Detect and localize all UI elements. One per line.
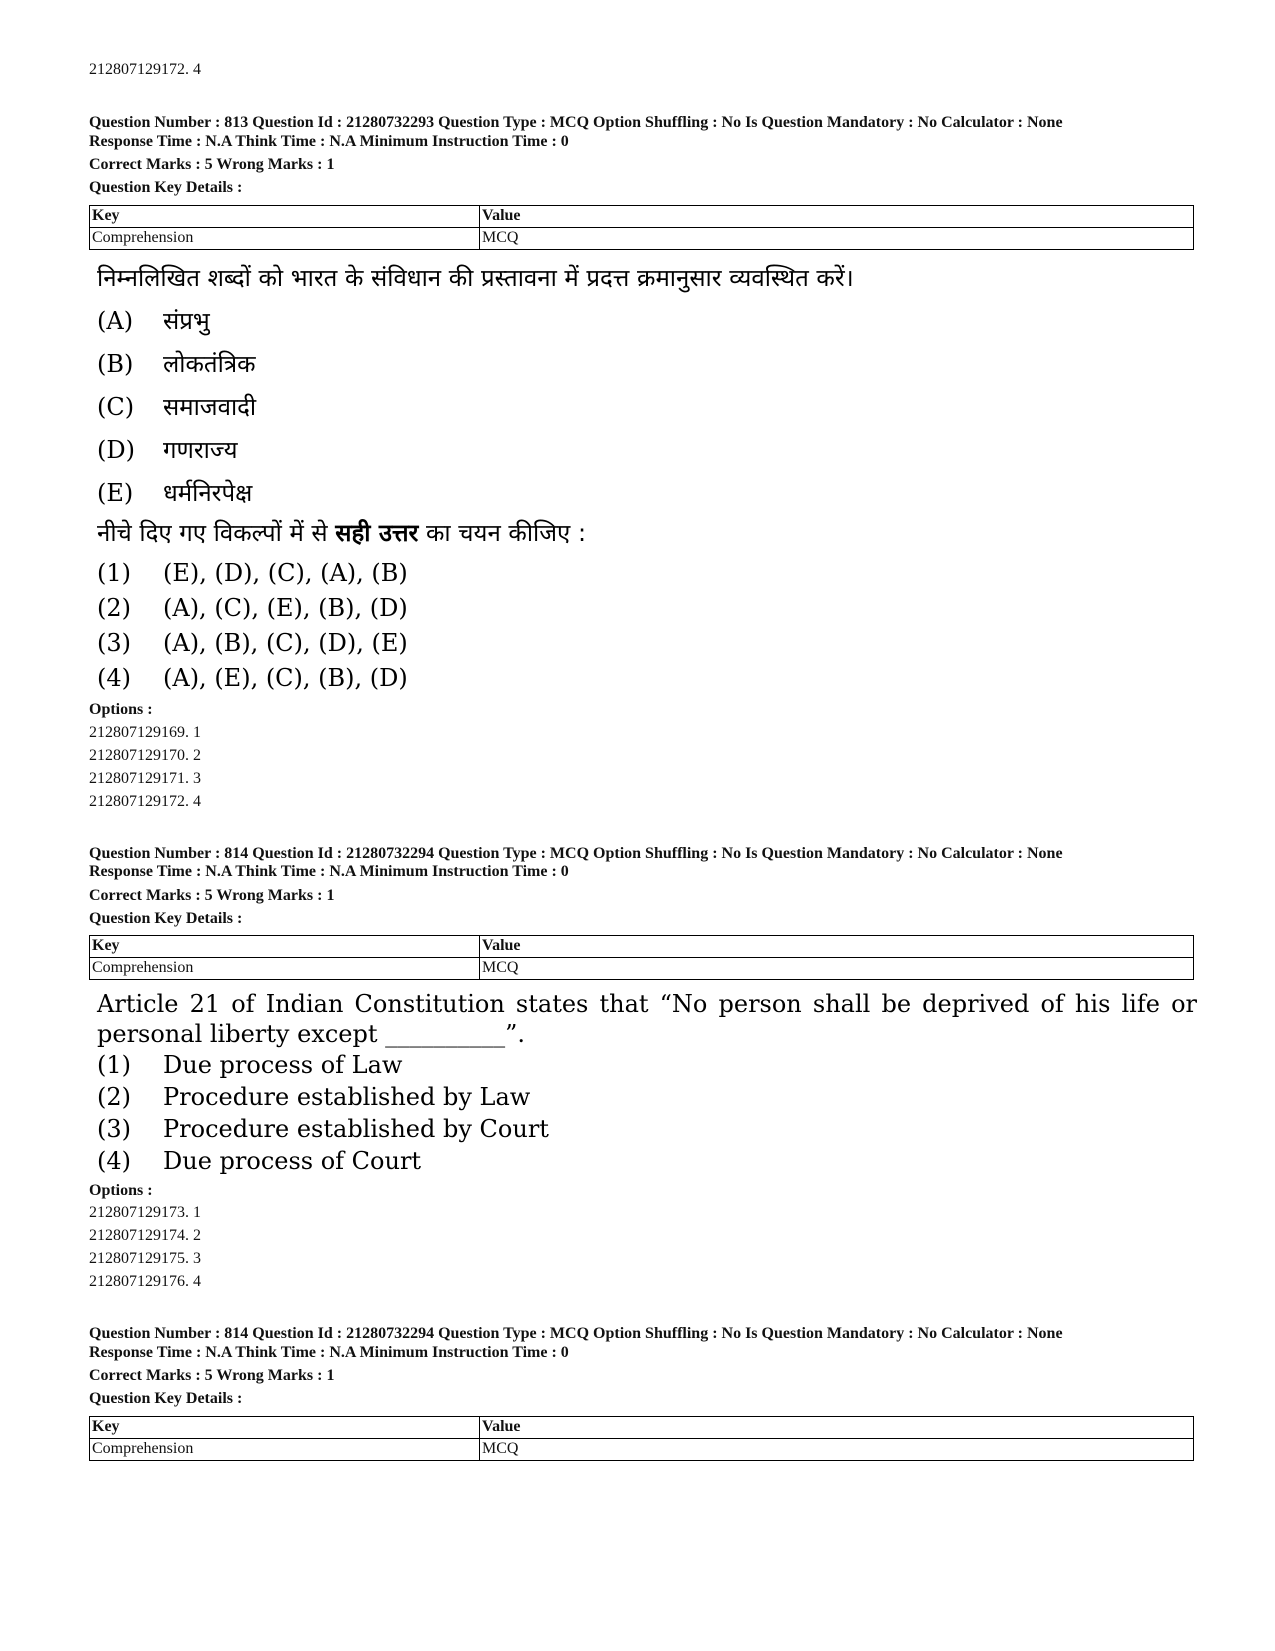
key-header: Key — [90, 206, 480, 228]
q2-choice: (4) Due process of Court — [97, 1147, 422, 1175]
q3-key-details-label: Question Key Details : — [89, 1390, 243, 1407]
key-header: Key — [90, 1417, 480, 1439]
q1-item: (C) समाजवादी — [97, 393, 257, 421]
q1-meta-line-1: Question Number : 813 Question Id : 21280732293 Question Type : MCQ Option Shuffling : No Is Question Mandatory : No Calculator : None — [89, 114, 1063, 131]
key-header: Key — [90, 936, 480, 958]
q2-choice: (2) Procedure established by Law — [97, 1083, 531, 1111]
q2-meta-line-1: Question Number : 814 Question Id : 21280732294 Question Type : MCQ Option Shuffling : No Is Question Mandatory : No Calculator : None — [89, 845, 1063, 862]
value-header: Value — [480, 206, 1194, 228]
q2-marks: Correct Marks : 5 Wrong Marks : 1 — [89, 887, 335, 904]
q1-choice: (2) (A), (C), (E), (B), (D) — [97, 594, 408, 622]
q1-instruction: नीचे दिए गए विकल्पों में से सही उत्तर का चयन कीजिए : — [97, 519, 587, 547]
q1-item: (B) लोकतंत्रिक — [97, 350, 256, 378]
q1-option-id: 212807129171. 3 — [89, 770, 201, 787]
top-reference: 212807129172. 4 — [89, 61, 201, 78]
q1-item: (E) धर्मनिरपेक्ष — [97, 479, 253, 507]
q3-key-table — [89, 1416, 1194, 1461]
q2-stem: Article 21 of Indian Constitution states that “No person shall be deprived of his life or personal liberty except __________”. — [97, 990, 1197, 1048]
q1-marks: Correct Marks : 5 Wrong Marks : 1 — [89, 156, 335, 173]
q2-key-table — [89, 935, 1194, 980]
q1-stem: निम्नलिखित शब्दों को भारत के संविधान की प्रस्तावना में प्रदत्त क्रमानुसार व्यवस्थित करें। — [97, 264, 854, 292]
q1-item: (A) संप्रभु — [97, 307, 210, 335]
q1-option-id: 212807129169. 1 — [89, 724, 201, 741]
value-cell: MCQ — [480, 228, 1194, 250]
q2-key-details-label: Question Key Details : — [89, 910, 243, 927]
q2-option-id: 212807129175. 3 — [89, 1250, 201, 1267]
q2-option-id: 212807129176. 4 — [89, 1273, 201, 1290]
value-header: Value — [480, 1417, 1194, 1439]
q1-key-details-label: Question Key Details : — [89, 179, 243, 196]
q3-marks: Correct Marks : 5 Wrong Marks : 1 — [89, 1367, 335, 1384]
value-cell: MCQ — [480, 1439, 1194, 1461]
q2-choice: (1) Due process of Law — [97, 1051, 403, 1079]
key-cell: Comprehension — [90, 228, 480, 250]
q2-options-label: Options : — [89, 1182, 153, 1199]
q1-option-id: 212807129170. 2 — [89, 747, 201, 764]
q2-option-id: 212807129174. 2 — [89, 1227, 201, 1244]
q1-choice: (4) (A), (E), (C), (B), (D) — [97, 664, 408, 692]
q1-item: (D) गणराज्य — [97, 436, 238, 464]
q1-key-table — [89, 205, 1194, 250]
q1-meta-line-2: Response Time : N.A Think Time : N.A Minimum Instruction Time : 0 — [89, 133, 569, 150]
q2-choice: (3) Procedure established by Court — [97, 1115, 549, 1143]
q1-option-id: 212807129172. 4 — [89, 793, 201, 810]
key-cell: Comprehension — [90, 1439, 480, 1461]
q3-meta-line-1: Question Number : 814 Question Id : 21280732294 Question Type : MCQ Option Shuffling : No Is Question Mandatory : No Calculator : None — [89, 1325, 1063, 1342]
value-header: Value — [480, 936, 1194, 958]
value-cell: MCQ — [480, 958, 1194, 980]
q1-choice: (1) (E), (D), (C), (A), (B) — [97, 559, 408, 587]
q3-meta-line-2: Response Time : N.A Think Time : N.A Minimum Instruction Time : 0 — [89, 1344, 569, 1361]
q2-option-id: 212807129173. 1 — [89, 1204, 201, 1221]
q2-meta-line-2: Response Time : N.A Think Time : N.A Minimum Instruction Time : 0 — [89, 863, 569, 880]
q1-choice: (3) (A), (B), (C), (D), (E) — [97, 629, 408, 657]
key-cell: Comprehension — [90, 958, 480, 980]
q1-options-label: Options : — [89, 701, 153, 718]
